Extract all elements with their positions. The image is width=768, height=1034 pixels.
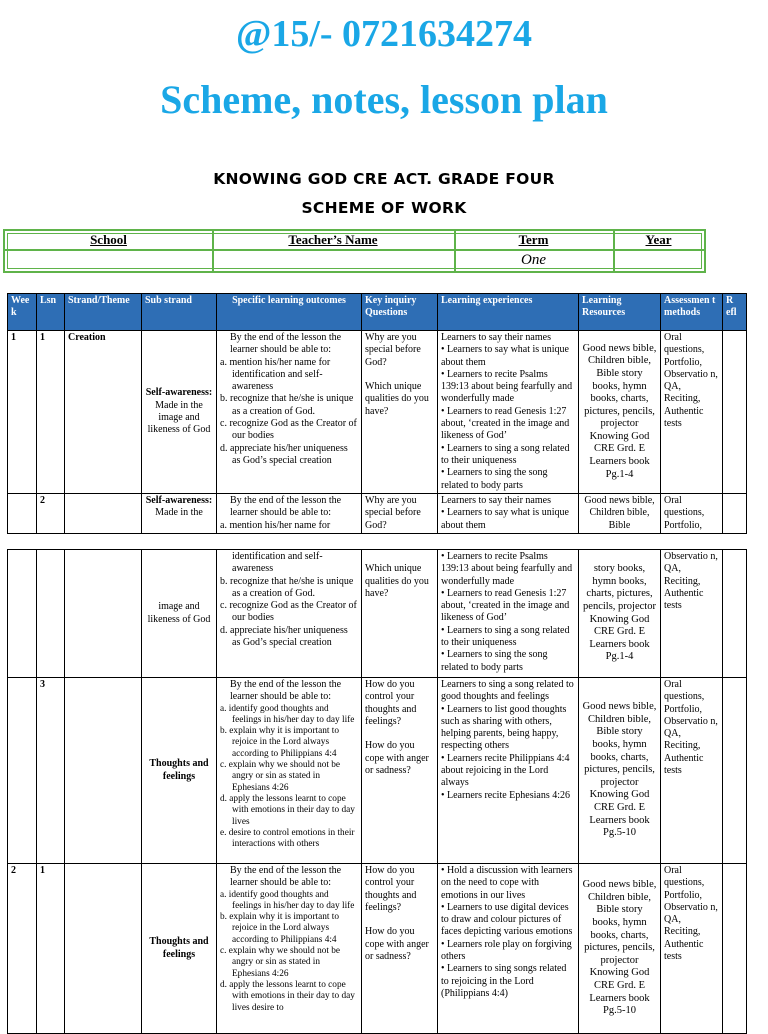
list-item: • Learners to sing a song related to their uniqueness — [441, 624, 570, 649]
experiences-cell — [438, 678, 579, 864]
reflection-cell — [723, 494, 747, 534]
questions-cell: Why are you special before God? — [362, 494, 438, 534]
list-item: • Learners role play on forgiving others — [441, 938, 572, 963]
substrand-cell: Thoughts and feelings — [142, 864, 217, 1034]
question-text: How do you cope with anger or sadness? — [365, 740, 429, 777]
resources-cell: Good news bible, Children bible, Bible — [579, 494, 661, 534]
experiences-cell — [438, 494, 579, 534]
reflection-cell — [723, 331, 747, 494]
list-item: d. apply the lessons learnt to cope with emotions in their day to day lives — [220, 793, 355, 827]
list-item: a. identify good thoughts and feelings in his/her day to day life — [220, 703, 355, 725]
table-row — [8, 494, 747, 534]
list-item: Learners to say their names — [441, 332, 551, 343]
week-cell — [8, 678, 37, 864]
substrand-bold: Self-awareness: — [145, 387, 213, 399]
outcomes-intro: By the end of the lesson the learner should be able to: — [230, 679, 342, 703]
col-questions: Key inquiry Questions — [362, 294, 438, 331]
scheme-table-page1 — [7, 293, 747, 534]
year-header: Year — [645, 232, 672, 247]
outcomes-intro: By the end of the lesson the learner should be able to: — [230, 495, 342, 519]
question-text: How do you control your thoughts and feelings? — [365, 865, 417, 913]
scheme-table-page2 — [7, 549, 747, 1034]
school-info-table — [3, 229, 706, 273]
week-cell: 1 — [8, 331, 37, 494]
week-cell — [8, 494, 37, 534]
lesson-cell: 3 — [37, 678, 65, 864]
outcomes-cell — [217, 864, 362, 1034]
list-item: • Learners recite Philippians 4:4 about rejoicing in the Lord always — [441, 752, 570, 789]
questions-cell — [362, 678, 438, 864]
list-item: • Learners to sing the song related to body parts — [441, 467, 548, 491]
list-item: e. desire to control emotions in their interactions with others — [220, 827, 355, 850]
outcomes-cell — [217, 678, 362, 864]
lesson-cell: 1 — [37, 331, 65, 494]
list-item: Learners to say their names — [441, 495, 551, 506]
substrand-cell: Thoughts and feelings — [142, 678, 217, 864]
list-item: d. apply the lessons learnt to cope with emotions in their day to day lives desire to — [220, 979, 355, 1013]
experiences-cell — [438, 550, 579, 678]
list-item: a. mention his/her name for identification and self-awareness — [220, 356, 331, 393]
substrand-cell — [142, 331, 217, 494]
question-text: Why are you special before God? — [365, 332, 421, 368]
questions-cell — [362, 550, 438, 678]
col-outcomes: Specific learning outcomes — [217, 294, 362, 331]
assessment-cell: Observatio n, QA, Reciting, Authentic tests — [661, 550, 723, 678]
questions-cell — [362, 331, 438, 494]
strand-cell — [65, 494, 142, 534]
reflection-cell — [723, 550, 747, 678]
question-text: How do you cope with anger or sadness? — [365, 926, 429, 963]
question-text: Which unique qualities do you have? — [365, 563, 429, 599]
experiences-cell — [438, 864, 579, 1034]
scheme-header-row — [8, 294, 747, 331]
week-cell — [8, 550, 37, 678]
col-assessment: Assessmen t methods — [661, 294, 723, 331]
strand-cell — [65, 550, 142, 678]
list-item: • Hold a discussion with learners on the need to cope with emotions in our lives — [441, 865, 573, 901]
term-value: One — [521, 252, 546, 268]
list-item: Learners to sing a song related to good thoughts and feelings — [441, 679, 574, 703]
list-item: • Learners to use digital devices to draw and colour pictures of faces depicting various emotions — [441, 901, 573, 938]
table-row — [8, 331, 747, 494]
substrand-cell — [142, 494, 217, 534]
list-item: • Learners to recite Psalms 139:13 about being fearfully and wonderfully made — [441, 368, 573, 405]
outcomes-cell — [217, 550, 362, 678]
col-substrand: Sub strand — [142, 294, 217, 331]
list-item: b. recognize that he/she is unique as a creation of God. — [220, 393, 354, 417]
table-row — [8, 678, 747, 864]
col-lesson: Lsn — [37, 294, 65, 331]
strand-cell — [65, 864, 142, 1034]
col-resources: Learning Resources — [579, 294, 661, 331]
assessment-cell: Oral questions, Portfolio, Observatio n, QA, Reciting, Authentic tests — [661, 331, 723, 494]
table-row — [8, 550, 747, 678]
list-item: • Learners to read Genesis 1:27 about, ‘created in the image and likeness of God’ — [441, 587, 570, 624]
list-item: a. mention his/her name for — [220, 519, 331, 531]
col-strand: Strand/Theme — [65, 294, 142, 331]
assessment-cell: Oral questions, Portfolio, Observatio n, QA, Reciting, Authentic tests — [661, 864, 723, 1034]
outcomes-intro: By the end of the lesson the learner should be able to: — [230, 865, 342, 889]
reflection-cell — [723, 678, 747, 864]
question-text: How do you control your thoughts and feelings? — [365, 679, 417, 727]
resources-cell: story books, hymn books, charts, pictures, pencils, projector Knowing God CRE Grd. E Learners book Pg.1-4 — [579, 550, 661, 678]
col-week: Wee k — [8, 294, 37, 331]
promo-phone: @15/- 0721634274 — [235, 13, 533, 55]
lesson-cell: 1 — [37, 864, 65, 1034]
list-item: identification and self-awareness — [232, 551, 323, 575]
list-item: d. appreciate his/her uniqueness as God’s special creation — [220, 442, 348, 466]
list-item: • Learners to say what is unique about them — [441, 344, 569, 368]
list-item: • Learners to sing the song related to body parts — [441, 649, 548, 673]
list-item: b. explain why it is important to rejoice in the Lord always according to Philippians 4:4 — [220, 726, 340, 759]
week-cell: 2 — [8, 864, 37, 1034]
list-item: • Learners to list good thoughts such as sharing with others, helping parents, being happy, respecting others — [441, 703, 567, 752]
list-item: • Learners to recite Psalms 139:13 about being fearfully and wonderfully made — [441, 551, 573, 587]
list-item: • Learners to sing a song related to their uniqueness — [441, 442, 570, 466]
outcomes-intro: By the end of the lesson the learner should be able to: — [230, 332, 342, 356]
list-item: b. explain why it is important to rejoice in the Lord always according to Philippians 4:4 — [220, 912, 340, 945]
lesson-cell — [37, 550, 65, 678]
list-item: c. explain why we should not be angry or sin as stated in Ephesians 4:26 — [220, 760, 341, 793]
list-item: • Learners to read Genesis 1:27 about, ‘created in the image and likeness of God’ — [441, 405, 570, 442]
teacher-name-header: Teacher’s Name — [288, 232, 378, 247]
questions-cell — [362, 864, 438, 1034]
substrand-cell: image and likeness of God — [142, 550, 217, 678]
list-item: • Learners recite Ephesians 4:26 — [441, 789, 571, 801]
resources-cell: Good news bible, Children bible, Bible story books, hymn books, charts, pictures, pencils, projector Knowing God CRE Grd. E Learners book Pg.5-10 — [579, 864, 661, 1034]
strand-cell: Creation — [65, 331, 142, 494]
reflection-cell — [723, 864, 747, 1034]
lesson-cell: 2 — [37, 494, 65, 534]
strand-cell — [65, 678, 142, 864]
document-title: KNOWING GOD CRE ACT. GRADE FOUR — [213, 170, 555, 188]
list-item: a. identify good thoughts and feelings in his/her day to day life — [220, 889, 355, 911]
table-row — [8, 864, 747, 1034]
list-item: • Learners to say what is unique about them — [441, 507, 569, 531]
col-experiences: Learning experiences — [438, 294, 579, 331]
list-item: d. appreciate his/her uniqueness as God’s special creation — [220, 624, 348, 649]
assessment-cell: Oral questions, Portfolio, Observatio n, QA, Reciting, Authentic tests — [661, 678, 723, 864]
list-item: c. explain why we should not be angry or sin as stated in Ephesians 4:26 — [220, 946, 341, 979]
list-item: • Learners to sing songs related to rejoicing in the Lord (Philippians 4:4) — [441, 963, 567, 999]
question-text: Which unique qualities do you have? — [365, 381, 429, 417]
experiences-cell — [438, 331, 579, 494]
col-reflection: R efl — [723, 294, 747, 331]
promo-tagline: Scheme, notes, lesson plan — [160, 77, 608, 122]
resources-cell: Good news bible, Children bible, Bible story books, hymn books, charts, pictures, pencils, projector Knowing God CRE Grd. E Learners book Pg.5-10 — [579, 678, 661, 864]
resources-cell: Good news bible, Children bible, Bible story books, hymn books, charts, pictures, pencils, projector Knowing God CRE Grd. E Learners book Pg.1-4 — [579, 331, 661, 494]
outcomes-cell — [217, 331, 362, 494]
substrand-bold: Self-awareness: — [145, 495, 213, 506]
term-header: Term — [518, 232, 549, 247]
list-item: c. recognize God as the Creator of our bodies — [220, 600, 357, 624]
assessment-cell: Oral questions, Portfolio, — [661, 494, 723, 534]
document-subtitle: SCHEME OF WORK — [301, 199, 467, 217]
list-item: c. recognize God as the Creator of our bodies — [220, 418, 357, 442]
outcomes-cell — [217, 494, 362, 534]
substrand-text: Made in the — [155, 507, 203, 519]
school-header: School — [90, 232, 127, 247]
list-item: b. recognize that he/she is unique as a creation of God. — [220, 575, 354, 599]
substrand-text: Made in the image and likeness of God — [147, 399, 211, 436]
